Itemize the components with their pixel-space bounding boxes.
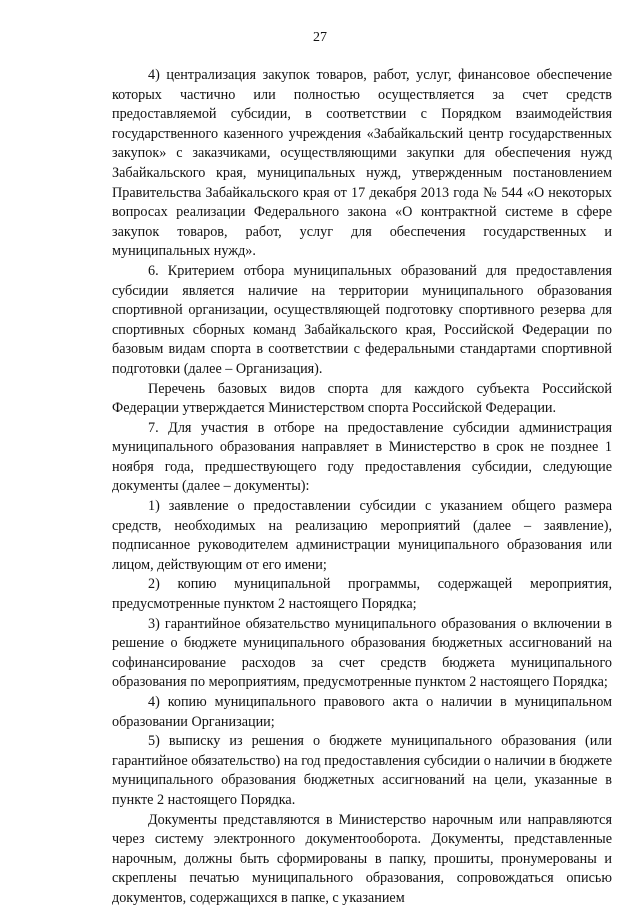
list-item-5: 5) выписку из решения о бюджете муниципального образования (или гарантийное обязательство) на год предоставления субсидии о наличии в бюджете муниципального образования бюджетных ассигнований на цели, указанные в пункте 2 настоящего Порядка. <box>112 733 612 808</box>
paragraph-sports-list: Перечень базовых видов спорта для каждого субъекта Российской Федерации утверждается Министерством спорта Российской Федерации. <box>112 380 612 417</box>
document-body <box>112 66 612 909</box>
list-item-1: 1) заявление о предоставлении субсидии с указанием общего размера средств, необходимых на реализацию мероприятий (далее – заявление), подписанное руководителем администрации муниципального образования или лицом, действующим от его имени; <box>112 498 612 573</box>
paragraph-item-7: 7. Для участия в отборе на предоставление субсидии администрация муниципального образования направляет в Министерство в срок не позднее 1 ноября года, предшествующего году предоставления субсидии, следующие документы (далее – документы): <box>112 419 612 495</box>
page-number: 27 <box>313 30 327 45</box>
paragraph-submission: Документы представляются в Министерство нарочным или направляются через систему электронного документооборота. Документы, представленные нарочным, должны быть сформированы в папку, прошиты, пронумерованы и скреплены печатью муниципального образования, сопровождаться описью документов, содержащихся в папке, с указанием <box>112 811 612 906</box>
list-item-2: 2) копию муниципальной программы, содержащей мероприятия, предусмотренные пунктом 2 настоящего Порядка; <box>112 576 612 613</box>
list-item-4: 4) копию муниципального правового акта о наличии в муниципальном образовании Организации; <box>112 694 612 730</box>
list-item-3: 3) гарантийное обязательство муниципального образования о включении в решение о бюджете муниципального образования бюджетных ассигнований на софинансирование расходов за счет средств бюджета муниципального образования по мероприятиям, предусмотренные пунктом 2 настоящего Порядка; <box>112 615 612 691</box>
paragraph-item-4: 4) централизация закупок товаров, работ, услуг, финансовое обеспечение которых частично или полностью осуществляется за счет средств предоставляемой субсидии, в соответствии с Порядком взаимодействия государственного казенного учреждения «Забайкальский центр государственных закупок» с заказчиками, осуществляющими закупки для обеспечения нужд Забайкальского края, муниципальных нужд, утвержденным постановлением Правительства Забайкальского края от 17 декабря 2013 года № 544 «О некоторых вопросах реализации Федерального закона «О контрактной системе в сфере закупок товаров, работ, услуг для обеспечения государственных и муниципальных нужд». <box>112 67 612 260</box>
paragraph-criterion-6: 6. Критерием отбора муниципальных образований для предоставления субсидии является наличие на территории муниципального образования спортивной организации, осуществляющей подготовку спортивного резерва для спортивных сборных команд Забайкальского края, Российской Федерации по базовым видам спорта в соответствии с федеральными стандартами спортивной подготовки (далее – Организация). <box>112 262 612 377</box>
